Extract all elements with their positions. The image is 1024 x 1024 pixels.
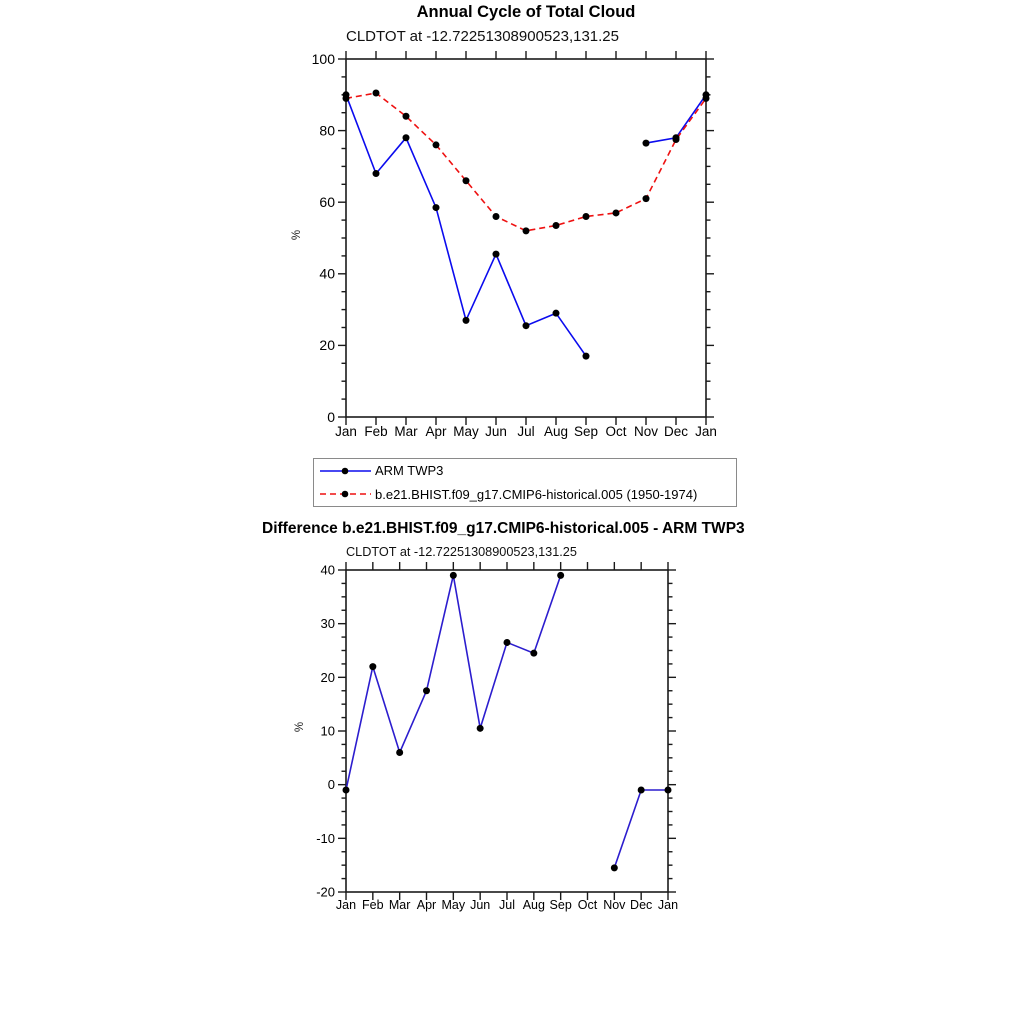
legend-item bbox=[314, 459, 736, 483]
y-tick-label: 20 bbox=[320, 669, 335, 685]
data-point-marker bbox=[433, 204, 440, 211]
x-tick-label: Mar bbox=[388, 898, 411, 912]
data-point-marker bbox=[673, 136, 680, 143]
top-chart-title: Annual Cycle of Total Cloud bbox=[416, 3, 636, 21]
x-tick-label: Aug bbox=[522, 898, 545, 912]
y-tick-label: 10 bbox=[320, 723, 335, 739]
x-tick-label: Oct bbox=[605, 424, 627, 439]
x-tick-label: Dec bbox=[630, 898, 653, 912]
x-tick-label: May bbox=[441, 898, 466, 912]
bottom-chart-plot bbox=[280, 558, 720, 920]
data-point-marker bbox=[530, 650, 537, 657]
legend-label: ARM TWP3 bbox=[375, 463, 444, 479]
x-tick-label: Jan bbox=[335, 424, 357, 439]
x-tick-label: Dec bbox=[663, 424, 689, 439]
x-tick-label: May bbox=[453, 424, 479, 439]
y-tick-label: -20 bbox=[316, 884, 335, 900]
top-chart-y-axis-label: % bbox=[291, 229, 303, 241]
x-tick-label: Jun bbox=[470, 898, 491, 912]
data-point-marker bbox=[463, 317, 470, 324]
data-point-marker bbox=[523, 322, 530, 329]
series-line-b-e21-bhist-f09-g17-cmip6-historical-005 bbox=[346, 575, 668, 868]
plot-frame bbox=[346, 59, 706, 417]
x-tick-label: Mar bbox=[394, 424, 418, 439]
x-tick-label: Sep bbox=[549, 898, 572, 912]
x-tick-label: Jan bbox=[695, 424, 717, 439]
legend bbox=[313, 458, 737, 507]
data-point-marker bbox=[373, 90, 380, 97]
data-point-marker bbox=[477, 725, 484, 732]
data-point-marker bbox=[396, 749, 403, 756]
y-tick-label: 80 bbox=[319, 122, 335, 139]
y-tick-label: 100 bbox=[311, 50, 335, 67]
y-tick-label: 40 bbox=[320, 562, 335, 578]
data-point-marker bbox=[643, 140, 650, 147]
series-line-arm-twp3 bbox=[346, 95, 706, 356]
x-tick-label: Aug bbox=[543, 424, 569, 439]
data-point-marker bbox=[613, 209, 620, 216]
data-point-marker bbox=[665, 787, 672, 794]
data-point-marker bbox=[433, 141, 440, 148]
data-point-marker bbox=[450, 572, 457, 579]
y-tick-label: 40 bbox=[319, 265, 335, 282]
series-line-b-e21-bhist-f09-g17-cmip6-historical-005 bbox=[346, 93, 706, 231]
data-point-marker bbox=[403, 113, 410, 120]
data-point-marker bbox=[553, 222, 560, 229]
y-tick-label: 0 bbox=[327, 777, 335, 793]
data-point-marker bbox=[643, 195, 650, 202]
bottom-chart-title: Difference b.e21.BHIST.f09_g17.CMIP6-historical.005 - ARM TWP3 bbox=[262, 520, 745, 537]
y-tick-label: 30 bbox=[320, 616, 335, 632]
x-tick-label: Apr bbox=[416, 898, 437, 912]
data-point-marker bbox=[703, 95, 710, 102]
legend-line-sample bbox=[318, 462, 373, 480]
x-tick-label: Oct bbox=[577, 898, 598, 912]
y-tick-label: 20 bbox=[319, 337, 335, 354]
x-tick-label: Jul bbox=[499, 898, 515, 912]
data-point-marker bbox=[423, 687, 430, 694]
data-point-marker bbox=[463, 177, 470, 184]
data-point-marker bbox=[373, 170, 380, 177]
legend-marker-dot bbox=[342, 467, 349, 474]
data-point-marker bbox=[611, 864, 618, 871]
x-tick-label: Nov bbox=[633, 424, 659, 439]
x-tick-label: Feb bbox=[364, 424, 388, 439]
plot-frame bbox=[346, 570, 668, 892]
x-tick-label: Jul bbox=[517, 424, 535, 439]
data-point-marker bbox=[583, 353, 590, 360]
data-point-marker bbox=[553, 310, 560, 317]
x-tick-label: Jun bbox=[485, 424, 507, 439]
y-tick-label: -10 bbox=[316, 830, 335, 846]
data-point-marker bbox=[583, 213, 590, 220]
x-tick-label: Apr bbox=[425, 424, 447, 439]
legend-marker-dot bbox=[342, 491, 349, 498]
legend-item bbox=[314, 483, 736, 507]
data-point-marker bbox=[523, 227, 530, 234]
legend-label: b.e21.BHIST.f09_g17.CMIP6-historical.005 (1950-1974) bbox=[375, 486, 698, 502]
y-tick-label: 60 bbox=[319, 193, 335, 210]
data-point-marker bbox=[504, 639, 511, 646]
data-point-marker bbox=[557, 572, 564, 579]
data-point-marker bbox=[493, 213, 500, 220]
data-point-marker bbox=[403, 134, 410, 141]
x-tick-label: Nov bbox=[603, 898, 626, 912]
x-tick-label: Jan bbox=[335, 898, 357, 912]
x-tick-label: Jan bbox=[657, 898, 679, 912]
data-point-marker bbox=[343, 95, 350, 102]
x-tick-label: Feb bbox=[362, 898, 384, 912]
top-chart-plot bbox=[280, 45, 750, 447]
data-point-marker bbox=[638, 787, 645, 794]
bottom-chart-subtitle: CLDTOT at -12.72251308900523,131.25 bbox=[346, 545, 577, 559]
x-tick-label: Sep bbox=[573, 424, 599, 439]
top-chart-subtitle: CLDTOT at -12.72251308900523,131.25 bbox=[346, 28, 619, 45]
data-point-marker bbox=[343, 787, 350, 794]
legend-line-sample bbox=[318, 485, 373, 503]
data-point-marker bbox=[369, 663, 376, 670]
bottom-chart-y-axis-label: % bbox=[294, 721, 306, 733]
data-point-marker bbox=[493, 251, 500, 258]
y-tick-label: 0 bbox=[327, 408, 335, 425]
